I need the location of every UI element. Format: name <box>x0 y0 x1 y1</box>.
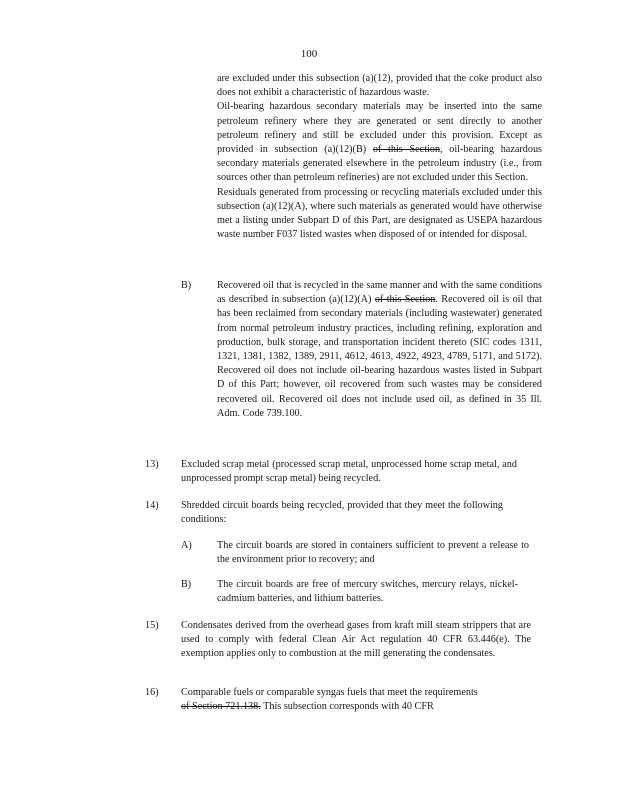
item-14a-text: The circuit boards are stored in containers sufficient to prevent a release to the environment prior to recovery; and <box>217 540 529 566</box>
item-16-text-before: Comparable fuels or comparable syngas fuels that meet the requirements <box>181 687 478 698</box>
item-16-marker: 16) <box>145 687 159 698</box>
item-14-text: Shredded circuit boards being recycled, provided that they meet the following conditions: <box>181 500 503 526</box>
item-16-text-after: This subsection corresponds with 40 CFR <box>260 701 434 713</box>
struck-text: of this Section <box>372 144 441 156</box>
item-b-text-after: . Recovered oil is oil that has been reclaimed from secondary materials (including wastewater) generated from normal petroleum industry practices, including refining, exploration and production, bulk storage, and transportation incident thereto (SIC codes 1311, 1321, 1381, 1382, 1389, 2911, 4612, 4613, 4922, 4923, 4789, 5171, and 5172). Recovered oil does not include oil-bearing hazardous wastes listed in Subpart D of this Part; however, oil recovered from such wastes may be considered recovered oil. Recovered oil does not include used oil, as defined in 35 Ill. Adm. Code 739.100. <box>217 294 543 419</box>
page-number: 100 <box>300 48 318 60</box>
item-16-text <box>181 686 519 714</box>
item-b-marker: B) <box>181 280 192 291</box>
continuation-paragraph-3: Residuals generated from processing or recycling materials excluded under this subsection (a)(12)(A), where such materials as generated would have otherwise met a listing under Subpart D of this Part, are designated as USEPA hazardous waste number F037 listed wastes when disposed of or intended for disposal. <box>217 186 542 241</box>
continuation-text <box>217 72 542 242</box>
item-b-text <box>217 279 542 421</box>
item-13-marker: 13) <box>145 459 159 470</box>
continuation-paragraph-2-after: , oil-bearing hazardous secondary materials generated elsewhere in the petroleum industry (i.e., from sources other than petroleum refineries) are not excluded under this Section. <box>217 144 543 184</box>
struck-text: of this Section <box>374 294 436 306</box>
continuation-paragraph-2 <box>217 100 542 185</box>
struck-text: of Section 721.138. <box>181 701 261 713</box>
item-b-text-before: Recovered oil that is recycled in the same manner and with the same conditions as described in subsection (a)(12)(A) <box>217 280 542 306</box>
item-15-marker: 15) <box>145 620 159 631</box>
item-14-marker: 14) <box>145 500 159 511</box>
item-13-text: Excluded scrap metal (processed scrap metal, unprocessed home scrap metal, and unprocessed prompt scrap metal) being recycled. <box>181 459 517 485</box>
continuation-paragraph-1: are excluded under this subsection (a)(12), provided that the coke product also does not exhibit a characteristic of hazardous waste. <box>217 73 542 99</box>
continuation-paragraph-2-before: Oil-bearing hazardous secondary materials may be inserted into the same petroleum refinery where they are generated or sent directly to another petroleum refinery and still be excluded under this provision. Except as provided in subsection (a)(12)(B) <box>217 101 542 156</box>
item-14b-marker: B) <box>181 579 192 590</box>
item-14b-text: The circuit boards are free of mercury switches, mercury relays, nickel-cadmium batteries, and lithium batteries. <box>217 579 518 605</box>
item-15-text: Condensates derived from the overhead gases from kraft mill steam strippers that are used to comply with federal Clean Air Act regulation 40 CFR 63.446(e). The exemption applies only to combustion at the mill generating the condensates. <box>181 620 531 660</box>
item-14a-marker: A) <box>181 540 192 551</box>
